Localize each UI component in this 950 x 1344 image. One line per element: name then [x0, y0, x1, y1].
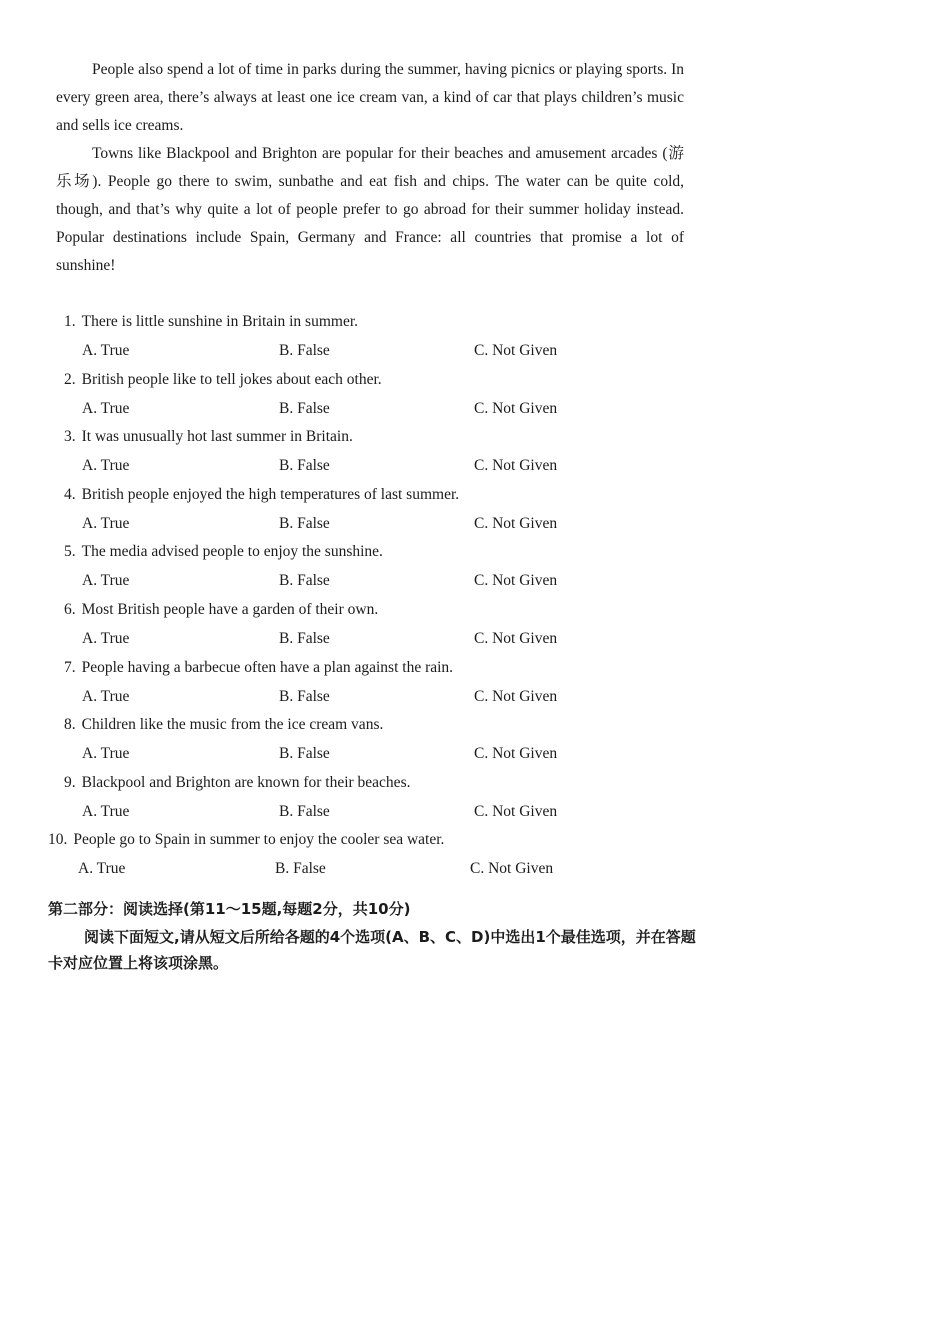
- question-stem: [64, 716, 383, 734]
- option-c[interactable]: C. Not Given: [474, 457, 558, 475]
- option-c[interactable]: C. Not Given: [474, 630, 558, 647]
- question-text: Children like the music from the ice cream vans.: [81, 716, 384, 734]
- question-stem: [64, 774, 410, 792]
- option-b[interactable]: B. False: [279, 745, 330, 763]
- question-stem: [64, 543, 383, 561]
- option-c[interactable]: C. Not Given: [474, 572, 558, 590]
- question-stem: [64, 601, 378, 619]
- question-stem: [64, 428, 353, 446]
- option-b[interactable]: B. False: [275, 860, 326, 878]
- question-text: People go to Spain in summer to enjoy the cooler sea water.: [73, 831, 445, 849]
- question-number: 10.: [48, 831, 68, 849]
- option-b[interactable]: B. False: [279, 572, 330, 590]
- option-a[interactable]: A. True: [82, 687, 130, 705]
- option-c[interactable]: C. Not Given: [474, 399, 558, 417]
- question-text: British people like to tell jokes about each other.: [81, 370, 382, 388]
- question-text: It was unusually hot last summer in Britain.: [81, 428, 353, 446]
- option-c[interactable]: C. Not Given: [470, 860, 554, 878]
- passage-paragraph-parks: People also spend a lot of time in parks during the summer, having picnics or playing sports. In every green area, there’s always at least one ice cream van, a kind of car that plays children’s music and sells ice creams.: [56, 61, 684, 134]
- question-number: 4.: [64, 485, 76, 503]
- option-a[interactable]: A. True: [82, 514, 130, 532]
- question-stem: [48, 831, 444, 849]
- passage-paragraph-beaches: Towns like Blackpool and Brighton are popular for their beaches and amusement arcades (游乐场). People go there to swim, sunbathe and eat fish and chips. The water can be quite cold, though, and that’s why quite a lot of people prefer to go abroad for their summer holiday instead. Popular destinations include Spain, Germany and France: all countries that promise a lot of sunshine!: [56, 145, 684, 274]
- question-number: 9.: [64, 773, 76, 791]
- question-stem: [64, 659, 453, 677]
- question-number: 2.: [64, 370, 76, 388]
- option-b[interactable]: B. False: [279, 399, 330, 417]
- question-number: 6.: [64, 601, 76, 618]
- option-a[interactable]: A. True: [82, 745, 130, 763]
- option-b[interactable]: B. False: [279, 514, 330, 532]
- question-number: 8.: [64, 716, 76, 734]
- question-text: Blackpool and Brighton are known for their beaches.: [81, 773, 411, 791]
- question-text: British people enjoyed the high temperatures of last summer.: [81, 485, 460, 503]
- option-c[interactable]: C. Not Given: [474, 802, 558, 820]
- question-number: 7.: [64, 658, 76, 676]
- question-text: Most British people have a garden of their own.: [81, 601, 379, 618]
- question-stem: [64, 313, 358, 331]
- option-b[interactable]: B. False: [279, 342, 330, 359]
- question-number: 3.: [64, 428, 76, 446]
- option-b[interactable]: B. False: [279, 630, 330, 647]
- option-c[interactable]: C. Not Given: [474, 514, 558, 532]
- option-a[interactable]: A. True: [78, 860, 126, 878]
- question-text: The media advised people to enjoy the sunshine.: [81, 543, 383, 561]
- option-a[interactable]: A. True: [82, 457, 130, 475]
- option-a[interactable]: A. True: [82, 630, 130, 647]
- option-b[interactable]: B. False: [279, 457, 330, 475]
- question-text: People having a barbecue often have a plan against the rain.: [81, 658, 454, 676]
- question-number: 5.: [64, 543, 76, 561]
- option-c[interactable]: C. Not Given: [474, 745, 558, 763]
- option-b[interactable]: B. False: [279, 687, 330, 705]
- question-text: There is little sunshine in Britain in summer.: [81, 313, 359, 330]
- option-a[interactable]: A. True: [82, 399, 130, 417]
- question-number: 1.: [64, 313, 76, 330]
- option-a[interactable]: A. True: [82, 342, 130, 359]
- option-a[interactable]: A. True: [82, 802, 130, 820]
- option-b[interactable]: B. False: [279, 802, 330, 820]
- option-c[interactable]: C. Not Given: [474, 687, 558, 705]
- question-stem: [64, 486, 459, 504]
- section-two-instruction: 阅读下面短文,请从短文后所给各题的4个选项(A、B、C、D)中选出1个最佳选项，并在答题卡对应位置上将该项涂黑。: [48, 928, 696, 972]
- section-two-title: 第二部分：阅读选择(第11～15题,每题2分，共10分): [48, 900, 411, 918]
- option-c[interactable]: C. Not Given: [474, 342, 558, 359]
- question-stem: [64, 371, 382, 389]
- option-a[interactable]: A. True: [82, 572, 130, 590]
